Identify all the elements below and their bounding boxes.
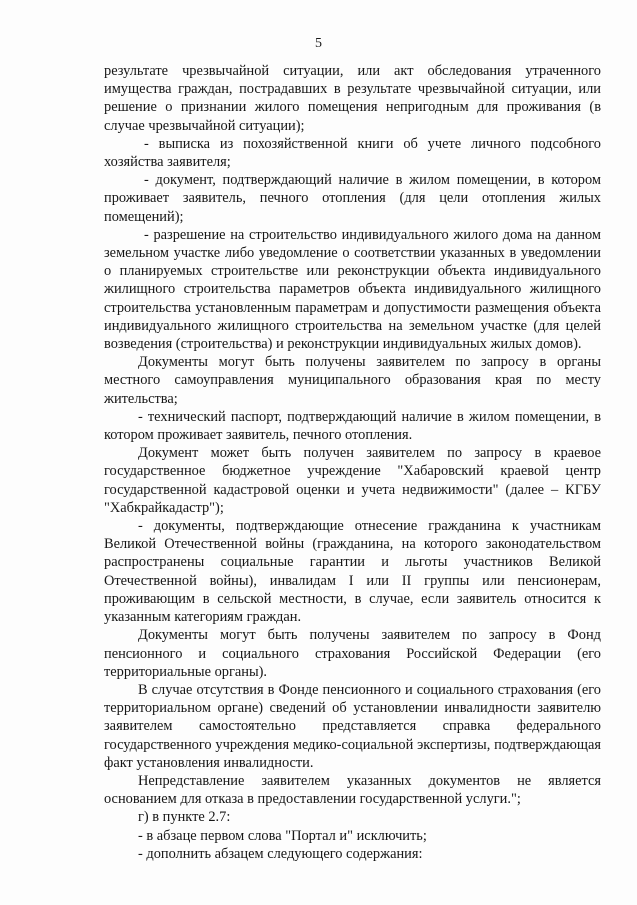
page-number: 5 xyxy=(315,36,322,51)
paragraph: Непредставление заявителем указанных документов не является основанием для отказа в предоставлении государственной услуги."; xyxy=(104,772,601,808)
document-body xyxy=(104,62,601,863)
paragraph: г) в пункте 2.7: xyxy=(138,809,231,826)
paragraph: - в абзаце первом слова "Портал и" исключить; xyxy=(138,827,427,844)
paragraph: - документы, подтверждающие отнесение гражданина к участникам Великой Отечественной войны (гражданина, на которого законодательством распространены социальные гарантии и льготы участников Великой Отечественной войны), инвалидам I или II группы или пенсионерам, проживающим в сельской местности, в случае, если заявитель относится к указанным категориям граждан. xyxy=(104,518,601,626)
paragraph: - разрешение на строительство индивидуального жилого дома на данном земельном участке либо уведомление о соответствии указанных в уведомлении о планируемых строительстве или реконструкции объекта индивидуального жилищного строительства параметров объекта индивидуального жилищного строительства установленным параметрам и допустимости размещения объекта индивидуального жилищного строительства на земельном участке (для целей возведения (строительства) и реконструкции индивидуальных жилых домов). xyxy=(104,226,601,353)
paragraph: - выписка из похозяйственной книги об учете личного подсобного хозяйства заявителя; xyxy=(104,135,601,171)
paragraph: - дополнить абзацем следующего содержания: xyxy=(138,845,423,862)
paragraph: Документ может быть получен заявителем по запросу в краевое государственное бюджетное учреждение "Хабаровский краевой центр государственной кадастровой оценки и учета недвижимости" (далее – КГБУ "Хабкрайкадастр"); xyxy=(104,445,601,516)
paragraph: - документ, подтверждающий наличие в жилом помещении, в котором проживает заявитель, печного отопления (для цели отопления жилых помещений); xyxy=(104,172,601,225)
paragraph: результате чрезвычайной ситуации, или акт обследования утраченного имущества граждан, пострадавших в результате чрезвычайной ситуации, или решение о признании жилого помещения непригодным для проживания (в случае чрезвычайной ситуации); xyxy=(104,63,601,134)
paragraph: В случае отсутствия в Фонде пенсионного и социального страхования (его территориальном органе) сведений об установлении инвалидности заявителю заявителем самостоятельно представляется справка федерального государственного учреждения медико-социальной экспертизы, подтверждающая факт установления инвалидности. xyxy=(104,681,601,771)
paragraph: Документы могут быть получены заявителем по запросу в органы местного самоуправления муниципального образования края по месту жительства; xyxy=(104,354,601,407)
paragraph: - технический паспорт, подтверждающий наличие в жилом помещении, в котором проживает заявитель, печного отопления. xyxy=(104,408,601,444)
paragraph: Документы могут быть получены заявителем по запросу в Фонд пенсионного и социального страхования Российской Федерации (его территориальные органы). xyxy=(104,627,601,680)
